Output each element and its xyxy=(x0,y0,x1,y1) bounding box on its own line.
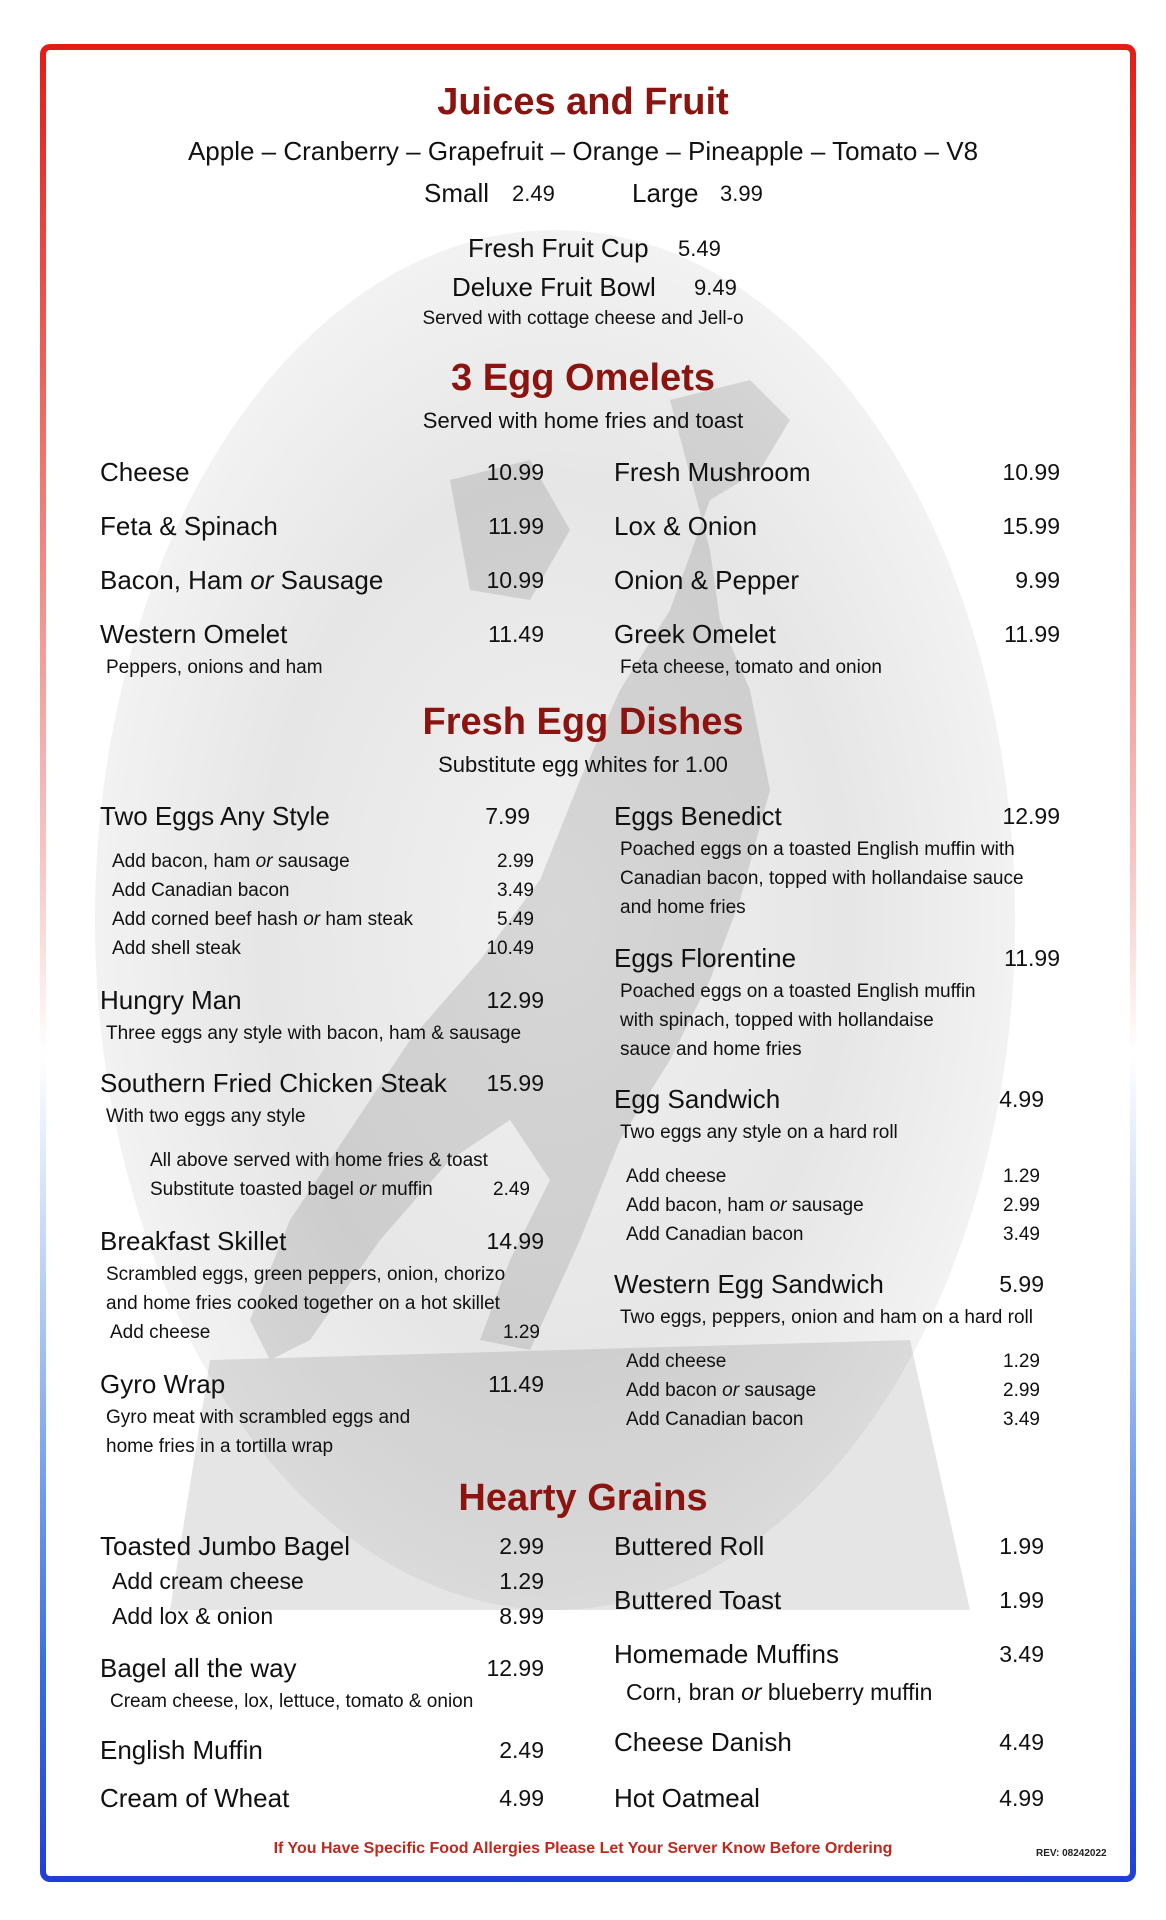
substitute-bagel: Substitute toasted bagel or muffin xyxy=(150,1179,433,1200)
homemade-muffins-price: 3.49 xyxy=(999,1641,1044,1667)
large-price: 3.99 xyxy=(720,181,763,206)
omelet-cheese-price: 10.99 xyxy=(486,459,544,485)
omelets-subtitle: Served with home fries and toast xyxy=(422,408,744,433)
gyro-wrap-price: 11.49 xyxy=(488,1371,544,1397)
juice-list: Apple – Cranberry – Grapefruit – Orange – Pineapple – Tomato – V8 xyxy=(187,136,979,166)
grains-title: Hearty Grains xyxy=(458,1477,708,1519)
omelet-western: Western Omelet xyxy=(100,619,288,649)
hot-oatmeal-price: 4.99 xyxy=(999,1785,1044,1811)
add-cream-cheese: Add cream cheese xyxy=(112,1568,304,1594)
fruit-bowl: Deluxe Fruit Bowl xyxy=(452,272,656,302)
buttered-roll-price: 1.99 xyxy=(999,1533,1044,1559)
omelet-western-price: 11.49 xyxy=(488,621,544,647)
eggs-benedict-price: 12.99 xyxy=(1002,803,1060,829)
omelet-greek-price: 11.99 xyxy=(1004,621,1060,647)
hot-oatmeal: Hot Oatmeal xyxy=(614,1783,760,1813)
cheese-danish-price: 4.49 xyxy=(999,1729,1044,1755)
buttered-roll: Buttered Roll xyxy=(614,1531,765,1561)
addon-shell-steak: Add shell steak xyxy=(112,938,241,959)
allergy-notice: If You Have Specific Food Allergies Please Let Your Server Know Before Ordering xyxy=(273,1840,893,1857)
add-lox-onion-price: 8.99 xyxy=(499,1603,544,1629)
two-eggs-price: 7.99 xyxy=(485,803,530,829)
western-add-bacon: Add bacon or sausage xyxy=(626,1380,817,1401)
add-cream-cheese-price: 1.29 xyxy=(499,1568,544,1594)
omelet-cheese: Cheese xyxy=(100,457,190,487)
western-add-bacon-price: 2.99 xyxy=(1003,1380,1040,1401)
omelet-onion-pepper-price: 9.99 xyxy=(1015,567,1060,593)
omelet-bacon-ham-sausage: Bacon, Ham or Sausage xyxy=(100,565,384,595)
cheese-danish: Cheese Danish xyxy=(614,1727,792,1757)
breakfast-skillet-price: 14.99 xyxy=(486,1228,544,1254)
western-egg-sandwich: Western Egg Sandwich xyxy=(614,1269,884,1299)
addon-canadian-price: 3.49 xyxy=(497,880,534,901)
western-egg-sandwich-price: 5.99 xyxy=(999,1271,1044,1297)
addon-shell-steak-price: 10.49 xyxy=(486,938,534,959)
jumbo-bagel-price: 2.99 xyxy=(499,1533,544,1559)
fruit-cup-price: 5.49 xyxy=(678,236,721,261)
western-add-cheese-price: 1.29 xyxy=(1003,1351,1040,1372)
skillet-add-cheese: Add cheese xyxy=(110,1322,211,1343)
florentine-desc-2: with spinach, topped with hollandaise xyxy=(620,1010,934,1031)
fruit-bowl-price: 9.49 xyxy=(694,275,737,300)
large-label: Large xyxy=(632,178,699,208)
eggs-benedict: Eggs Benedict xyxy=(614,801,782,831)
omelet-lox-onion-price: 15.99 xyxy=(1002,513,1060,539)
southern-chicken-price: 15.99 xyxy=(486,1070,544,1096)
egg-sandwich-price: 4.99 xyxy=(999,1086,1044,1112)
hungry-man-price: 12.99 xyxy=(486,987,544,1013)
sandwich-add-canadian-price: 3.49 xyxy=(1003,1224,1040,1245)
substitute-bagel-price: 2.49 xyxy=(493,1179,530,1200)
omelet-onion-pepper: Onion & Pepper xyxy=(614,565,800,595)
breakfast-skillet: Breakfast Skillet xyxy=(100,1226,287,1256)
buttered-toast-price: 1.99 xyxy=(999,1587,1044,1613)
egg-sandwich: Egg Sandwich xyxy=(614,1084,781,1114)
sandwich-add-cheese: Add cheese xyxy=(626,1166,727,1187)
addon-bacon: Add bacon, ham or sausage xyxy=(112,851,350,872)
gyro-wrap: Gyro Wrap xyxy=(100,1369,226,1399)
bagel-all-the-way-desc: Cream cheese, lox, lettuce, tomato & onion xyxy=(110,1691,474,1712)
western-add-canadian-price: 3.49 xyxy=(1003,1409,1040,1430)
eggs-florentine-price: 11.99 xyxy=(1004,945,1060,971)
benedict-desc-2: Canadian bacon, topped with hollandaise sauce xyxy=(620,868,1024,889)
buttered-toast: Buttered Toast xyxy=(614,1585,782,1615)
fruit-note: Served with cottage cheese and Jell-o xyxy=(422,308,744,329)
gyro-desc-2: home fries in a tortilla wrap xyxy=(106,1436,334,1457)
addon-corned-beef-price: 5.49 xyxy=(497,909,534,930)
omelet-mushroom: Fresh Mushroom xyxy=(614,457,811,487)
florentine-desc-3: sauce and home fries xyxy=(620,1039,802,1060)
sandwich-add-bacon: Add bacon, ham or sausage xyxy=(626,1195,864,1216)
sandwich-add-canadian: Add Canadian bacon xyxy=(626,1224,804,1245)
egg-dishes-subtitle: Substitute egg whites for 1.00 xyxy=(438,752,728,777)
southern-chicken: Southern Fried Chicken Steak xyxy=(100,1068,447,1098)
english-muffin: English Muffin xyxy=(100,1735,263,1765)
omelet-western-desc: Peppers, onions and ham xyxy=(106,657,323,678)
add-lox-onion: Add lox & onion xyxy=(112,1603,274,1629)
gyro-desc-1: Gyro meat with scrambled eggs and xyxy=(106,1407,411,1428)
skillet-desc-2: and home fries cooked together on a hot skillet xyxy=(106,1293,500,1314)
hungry-man-desc: Three eggs any style with bacon, ham & sausage xyxy=(106,1023,522,1044)
sandwich-add-bacon-price: 2.99 xyxy=(1003,1195,1040,1216)
cream-of-wheat: Cream of Wheat xyxy=(100,1783,290,1813)
omelets-title: 3 Egg Omelets xyxy=(451,357,715,399)
omelet-bacon-ham-sausage-price: 10.99 xyxy=(486,567,544,593)
fruit-cup: Fresh Fruit Cup xyxy=(468,233,649,263)
small-price: 2.49 xyxy=(512,181,555,206)
benedict-desc-1: Poached eggs on a toasted English muffin with xyxy=(620,839,1015,860)
addon-bacon-price: 2.99 xyxy=(497,851,534,872)
english-muffin-price: 2.49 xyxy=(499,1737,544,1763)
western-add-cheese: Add cheese xyxy=(626,1351,727,1372)
egg-dishes-title: Fresh Egg Dishes xyxy=(422,701,744,743)
two-eggs: Two Eggs Any Style xyxy=(100,801,330,831)
eggs-florentine: Eggs Florentine xyxy=(614,943,797,973)
homemade-muffins: Homemade Muffins xyxy=(614,1639,839,1669)
omelet-feta-spinach: Feta & Spinach xyxy=(100,511,278,541)
omelet-greek: Greek Omelet xyxy=(614,619,776,649)
revision-code: REV: 08242022 xyxy=(1036,1848,1107,1859)
omelet-lox-onion: Lox & Onion xyxy=(614,511,758,541)
addon-canadian: Add Canadian bacon xyxy=(112,880,290,901)
hungry-man: Hungry Man xyxy=(100,985,242,1015)
skillet-desc-1: Scrambled eggs, green peppers, onion, chorizo xyxy=(106,1264,506,1285)
omelet-mushroom-price: 10.99 xyxy=(1002,459,1060,485)
small-label: Small xyxy=(424,178,490,208)
juices-title: Juices and Fruit xyxy=(437,81,729,123)
skillet-add-cheese-price: 1.29 xyxy=(503,1322,540,1343)
all-above-note: All above served with home fries & toast xyxy=(150,1150,488,1171)
muffins-desc: Corn, bran or blueberry muffin xyxy=(626,1679,933,1705)
omelet-feta-spinach-price: 11.99 xyxy=(488,513,544,539)
egg-sandwich-desc: Two eggs any style on a hard roll xyxy=(620,1122,898,1143)
western-add-canadian: Add Canadian bacon xyxy=(626,1409,804,1430)
benedict-desc-3: and home fries xyxy=(620,897,746,918)
western-egg-sandwich-desc: Two eggs, peppers, onion and ham on a hard roll xyxy=(620,1307,1033,1328)
southern-chicken-desc: With two eggs any style xyxy=(106,1106,306,1127)
addon-corned-beef: Add corned beef hash or ham steak xyxy=(112,909,414,930)
cream-of-wheat-price: 4.99 xyxy=(499,1785,544,1811)
sandwich-add-cheese-price: 1.29 xyxy=(1003,1166,1040,1187)
bagel-all-the-way: Bagel all the way xyxy=(100,1653,297,1683)
bagel-all-the-way-price: 12.99 xyxy=(486,1655,544,1681)
omelet-greek-desc: Feta cheese, tomato and onion xyxy=(620,657,882,678)
jumbo-bagel: Toasted Jumbo Bagel xyxy=(100,1531,351,1561)
florentine-desc-1: Poached eggs on a toasted English muffin xyxy=(620,981,976,1002)
